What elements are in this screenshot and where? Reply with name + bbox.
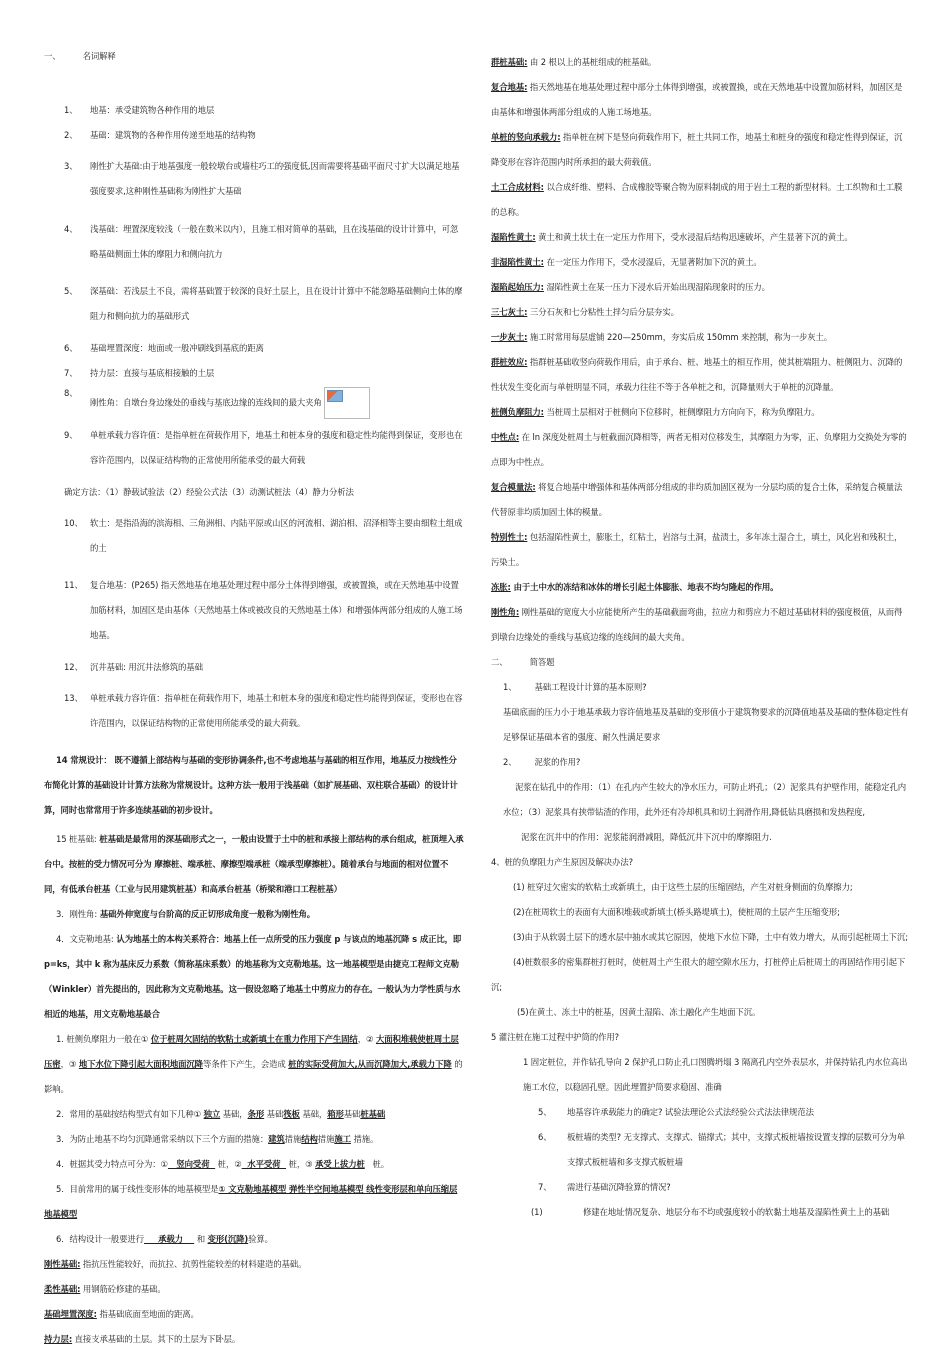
- fill-5: 5．目前常用的属于线性变形体的地基模型是① 文克勒地基模型 弹性半空间地基模型 线性变形层和单向压缩层地基模型: [44, 1184, 458, 1219]
- fill-3: 3．为防止地基不均匀沉降通常采纳以下三个方面的措施：建筑措施结构措施施工 措施。: [56, 1134, 379, 1144]
- question-7: 7、 需进行基础沉降验算的情况?: [538, 1182, 671, 1192]
- question-2: 2、 泥浆的作用?: [503, 757, 581, 767]
- list-item: 4、 浅基础：埋置深度较浅（一般在数米以内），且施工相对简单的基础，且在浅基础的设计计算中，可忽略基础侧面土体的摩阻力和侧向抗力: [64, 223, 459, 259]
- answer-4-item: (3)由于从软弱土层下的透水层中抽水或其它原因，使地下水位下降，土中有效力增大，从而引起桩周土下沉;: [513, 932, 908, 942]
- question-5: 5 灌注桩在施工过程中护筒的作用?: [491, 1032, 619, 1042]
- answer-4-item: (5)在黄土、冻土中的桩基，因黄土湿陷、冻土融化产生地面下沉。: [517, 1007, 761, 1017]
- definition-item: 群桩效应: 指群桩基础收竖向荷载作用后，由于承台、桩、地基土的相互作用，使其桩端阻力、桩侧阻力、沉降的性状发生变化而与单桩明显不同，承载力往往不等于各单桩之和，沉降量则大于单桩的沉降量。: [491, 357, 903, 392]
- paragraph-rigid-angle: 3．刚性角: 基础外伸宽度与台阶高的反正切形成角度一般称为刚性角。: [56, 909, 316, 919]
- list-item: 10、 软土：是指沿海的滨海相、三角洲相、内陆平原或山区的河流相、湖泊相、沼泽相等主要由细粒土组成的土: [64, 517, 463, 553]
- definition-item: 单桩的竖向承载力: 指单桩在树下是竖向荷载作用下，桩土共同工作，地基土和桩身的强度和稳定性得到保证，沉降变形在容许范围内时所承担的最大荷载值。: [491, 132, 903, 167]
- definition-item: 桩侧负摩阻力: 当桩周土层相对于桩侧向下位移时，桩侧摩阻力方向向下，称为负摩阻力。: [491, 407, 820, 417]
- section-heading: 一、 名词解释: [44, 51, 116, 61]
- def-burial-depth: 基础埋置深度: 指基础底面至地面的距离。: [44, 1309, 199, 1319]
- list-item: 8、 刚性角：自墩台身边缘处的垂线与基底边缘的连线间的最大夹角: [44, 387, 464, 419]
- fill-4: 4．桩据其受力特点可分为：① 竖向受荷 桩，② 水平受荷 桩，③ 承受上拔力桩 桩。: [56, 1159, 390, 1169]
- definition-item: 非湿陷性黄土: 在一定压力作用下，受水浸湿后，无显著附加下沉的黄土。: [491, 257, 762, 267]
- fill-2: 2．常用的基础按结构型式有如下几种① 独立 基础，条形 基础筏板 基础，箱形基础桩基础: [56, 1109, 386, 1119]
- answer-4-item: (4)桩数很多的密集群桩打桩时，使桩周土产生很大的超空隙水压力，打桩停止后桩周土的再固结作用引起下沉;: [491, 957, 906, 992]
- answer-5: 1 固定桩位，并作钻孔导向 2 保护孔口防止孔口图腾坍塌 3 隔离孔内空外表层水，并保持钻孔内水位高出施工水位，以稳固孔壁。因此埋置护筒要求稳固、准确: [523, 1057, 908, 1092]
- definition-item: 土工合成材料: 以合成纤维、塑料、合成橡胶等聚合物为原料制成的用于岩土工程的新型材料。土工织物和土工膜的总称。: [491, 182, 903, 217]
- section-title: 名词解释: [82, 51, 116, 61]
- definition-item: 三七灰土: 三分石灰和七分粘性土拌匀后分层夯实。: [491, 307, 679, 317]
- definition-item: 冻胀: 由于土中水的冻结和冰体的增长引起土体膨胀、地表不均匀隆起的作用。: [491, 582, 779, 592]
- fill-1: 1. 桩侧负摩阻力一般在① 位于桩周欠固结的软粘土或新填土在重力作用下产生固结，② 大面积堆载使桩周土层压密，③ 地下水位下降引起大面积地面沉降等条件下产生，会造成 桩的实际受荷加大,从而沉降加大,承载力下降 的影响。: [44, 1034, 463, 1094]
- list-item: 11、 复合地基：(P265) 指天然地基在地基处理过程中部分土体得到增强，或被置换，或在天然地基中设置加筋材料，加固区是由基体（天然地基土体或被改良的天然地基土体）和增强体两部分组成的人施工场地基。: [64, 580, 463, 640]
- section-title: 简答题: [529, 657, 555, 667]
- list-item: 3、 刚性扩大基础:由于地基强度一般较墩台或墙柱巧工的强度低,因而需要将基础平面尺寸扩大以满足地基强度要求,这种刚性基础称为刚性扩大基础: [64, 161, 460, 196]
- question-4: 4、桩的负摩阻力产生原因及解决办法?: [491, 857, 633, 867]
- method-line: 确定方法：（1）静载试验法（2）经验公式法（3）动测试桩法（4）静力分析法: [64, 486, 354, 497]
- paragraph-15: 15 桩基础: 桩基础是最常用的深基础形式之一，一般由设置于土中的桩和承接上部结构的承台组成，桩顶埋入承台中。按桩的受力情况可分为 摩擦桩、端承桩、摩擦型端承桩（端承型摩擦桩）。随着承台与地面的相对位置不同，有低承台桩基（工业与民用建筑桩基）和高承台桩基（桥梁和港口工程桩基）: [44, 834, 464, 894]
- definition-item: 复合模量法: 将复合地基中增强体和基体两部分组成的非均质加固区视为一分层均质的复合土体，采纳复合模量法代替原非均质加固土体的模量。: [491, 482, 903, 517]
- right-column: [491, 50, 909, 1225]
- answer-1: 基础底面的压力小于地基承载力容许值地基及基础的变形值小于建筑物要求的沉降值地基及基础的整体稳定性有足够保证基础本省的强度、耐久性满足要求: [503, 707, 909, 742]
- question-7-item: (1) 修建在地址情况复杂、地层分布不均或强度较小的软黏土地基及湿陷性黄土上的基础: [531, 1207, 890, 1217]
- list-item: 6、 基础埋置深度：地面或一般冲刷线到基底的距离: [64, 342, 264, 353]
- list-item: 12、 沉井基础: 用沉井法修筑的基础: [64, 661, 203, 672]
- definition-item: 湿陷性黄土: 黄土和黄土状土在一定压力作用下，受水浸湿后结构迅速破坏，产生显著下沉的黄土。: [491, 232, 853, 242]
- definition-item: 刚性角: 刚性基础的宽度大小应能使所产生的基础截面弯曲，拉应力和剪应力不超过基础材料的强度极值，从而得到墩台边缘处的垂线与基底边缘的连线间的最大夹角。: [491, 607, 903, 642]
- list-item: 2、 基础：建筑物的各种作用传递至地基的结构物: [64, 130, 256, 140]
- answer-2a: 泥浆在钻孔中的作用：（1）在孔内产生较大的净水压力，可防止坍孔；（2）泥浆具有护壁作用，能稳定孔内水位；（3）泥浆具有挟带钻渣的作用，此外还有冷却机具和切土润滑作用,降低钻具磨损和发热程度,: [503, 782, 906, 817]
- answer-2b: 泥浆在沉井中的作用：泥浆能润滑减阻，降低沉井下沉中的摩擦阻力.: [521, 832, 772, 842]
- list-item: 1、 地基：承受建筑物各种作用的地层: [64, 105, 215, 115]
- def-bearing-layer: 持力层: 直接支承基础的土层。其下的土层为下卧层。: [44, 1334, 241, 1344]
- def-flexible-foundation: 柔性基础: 用钢筋砼修建的基础。: [44, 1284, 166, 1294]
- definition-item: 湿陷起始压力: 湿陷性黄土在某一压力下浸水后开始出现湿陷现象时的压力。: [491, 282, 770, 292]
- question-5b: 5、 地基容许承载能力的确定? 试验法理论公式法经验公式法法律规范法: [538, 1107, 814, 1117]
- fill-6: 6．结构设计一般要进行 承载力 和 变形(沉降)验算。: [56, 1234, 273, 1244]
- question-1: 1、 基础工程设计计算的基本原则?: [503, 682, 647, 692]
- list-item: 9、 单桩承载力容许值：是指单桩在荷载作用下，地基土和桩本身的强度和稳定性均能得到保证，变形也在容许范围内，以保证结构物的正常使用所能承受的最大荷载: [64, 430, 463, 465]
- answer-4-item: (2)在桩周软土的表面有大面积堆载或新填土(桥头路堤填土)，使桩周的土层产生压缩变形;: [513, 907, 840, 917]
- list-item: 5、 深基础：若浅层土不良，需将基础置于较深的良好土层上，且在设计计算中不能忽略基础侧向土体的摩阻力和侧向抗力的基础形式: [64, 286, 463, 321]
- question-6: 6、 板桩墙的类型? 无支撑式、支撑式、锚撑式；其中，支撑式板桩墙按设置支撑的层数可分为单支撑式板桩墙和多支撑式板桩墙: [538, 1132, 905, 1167]
- definition-item: 复合地基: 指天然地基在地基处理过程中部分土体得到增强，或被置换，或在天然地基中设置加筋材料，加固区是由基体和增强体两部分组成的人施工场地基。: [491, 82, 903, 117]
- definition-item: 中性点: 在 ln 深度处桩周土与桩截面沉降相等，两者无相对位移发生，其摩阻力为零，正、负摩阻力交换处为零的点即为中性点。: [491, 432, 907, 467]
- answer-4-item: (1) 桩穿过欠密实的软粘土或新填土，由于这些土层的压缩固结，产生对桩身侧面的负摩擦力;: [513, 882, 853, 892]
- list-item: 13、 单桩承载力容许值：指单桩在荷载作用下，地基土和桩本身的强度和稳定性均能得到保证，变形也在容许范围内，以保证结构物的正常使用所能承受的最大荷载。: [64, 692, 463, 728]
- paragraph-14: 14 常规设计： 既不遵循上部结构与基础的变形协调条件,也不考虑地基与基础的相互作用，地基反力按线性分布简化计算的基础设计计算方法称为常规设计。这种方法一般用于浅基础（如扩展基础、双柱联合基础）的设计计算，同时也常常用于许多连续基础的初步设计。: [44, 755, 458, 815]
- section-heading-2: 二、 简答题: [491, 657, 555, 667]
- definition-item: 群桩基础: 由 2 根以上的基桩组成的桩基础。: [491, 57, 657, 67]
- broken-image-icon: [324, 387, 370, 419]
- def-rigid-foundation: 刚性基础: 指抗压性能较好，而抗拉、抗剪性能较差的材料建造的基础。: [44, 1259, 307, 1269]
- paragraph-winkler: 4．文克勒地基: 认为地基土的本构关系符合：地基上任一点所受的压力强度 p 与该点的地基沉降 s 成正比，即 p=ks，其中 k 称为基床反力系数（简称基床系数）的地基称为文克勒地基。这一地基模型是由捷克工程师文克勒（Winkler）首先提出的，因此称为文克勒地基。这一假设忽略了地基土中剪应力的存在。一般认为力学性质与水相近的地基，用文克勒地基最合: [44, 934, 462, 1019]
- list-item: 7、 持力层：直接与基底相接触的土层: [64, 367, 215, 378]
- definition-item: 特别性土: 包括湿陷性黄土，膨胀土，红粘土，岩溶与土洞，盐渍土，多年冻土湿合土，填土，风化岩和残积土，污染土。: [491, 532, 903, 567]
- left-column: [44, 50, 464, 1352]
- definition-item: 一步灰土: 施工时常用每层虚铺 220—250mm，夯实后成 150mm 来控制，称为一步灰土。: [491, 332, 833, 342]
